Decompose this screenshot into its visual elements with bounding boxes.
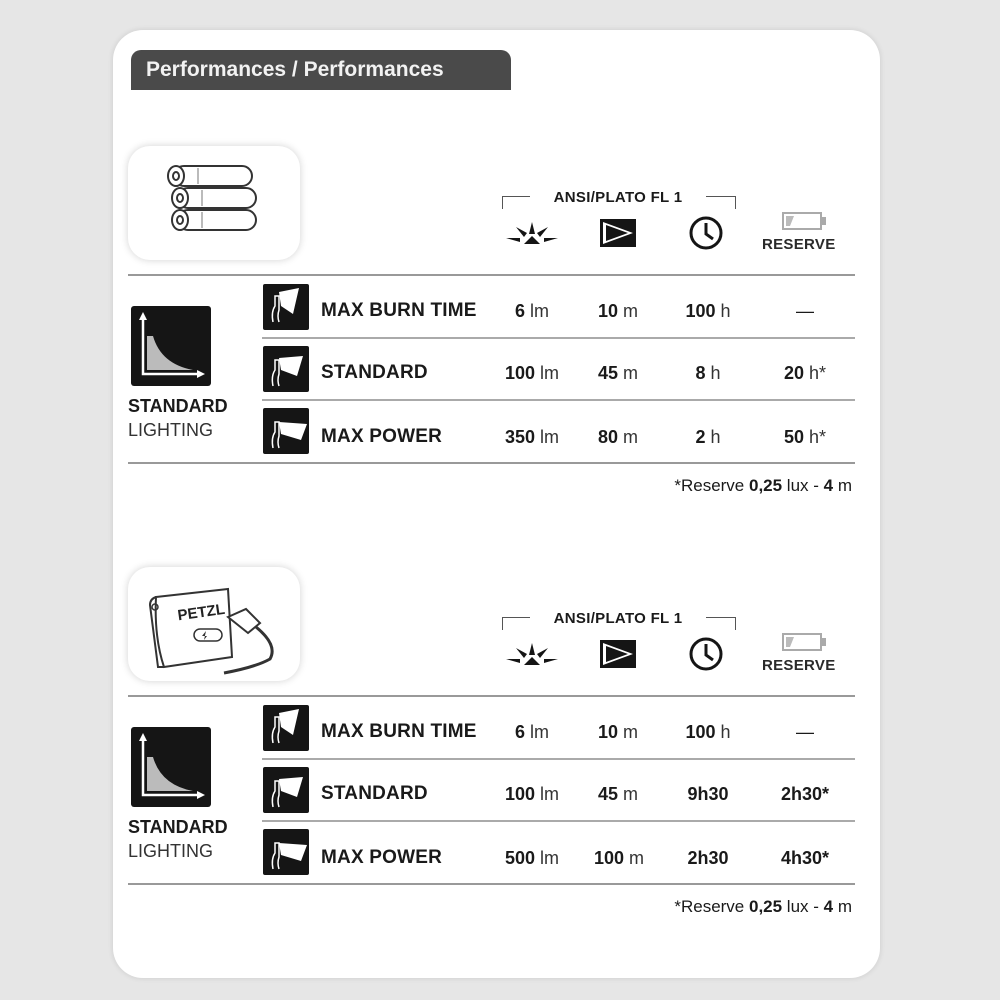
reserve-footnote: *Reserve 0,25 lux - 4 m — [674, 476, 852, 495]
reserve-cell: — — [796, 301, 814, 321]
ansi-label: ANSI/PLATO FL 1 — [530, 189, 706, 206]
headlamp-beam-icon — [263, 705, 309, 751]
headlamp-beam-icon — [263, 284, 309, 330]
section-core-battery — [0, 421, 1000, 916]
reserve-cell: — — [796, 722, 814, 742]
standard-lighting-icon — [131, 306, 211, 386]
section-aaa-battery — [0, 0, 1000, 495]
battery-reserve-icon — [782, 632, 828, 652]
lumens-cell: 100 lm — [504, 784, 560, 804]
distance-cell: 80 m — [597, 427, 639, 447]
distance-cell: 10 m — [597, 301, 639, 321]
table-top-rule — [128, 274, 855, 276]
reserve-label: RESERVE — [762, 657, 836, 674]
mode-title: STANDARD — [128, 817, 228, 837]
row-label: MAX BURN TIME — [321, 300, 477, 321]
distance-cell: 45 m — [597, 363, 639, 383]
burn-time-cell: 2h30 — [687, 848, 729, 868]
reserve-cell: 2h30* — [780, 784, 830, 804]
ansi-label: ANSI/PLATO FL 1 — [530, 610, 706, 627]
reserve-cell: 50 h* — [783, 427, 827, 447]
reserve-label: RESERVE — [762, 236, 836, 253]
row-label: STANDARD — [321, 783, 428, 804]
row-divider — [262, 758, 855, 760]
lumens-cell: 6 lm — [514, 722, 550, 742]
beam-distance-icon — [600, 640, 636, 668]
headlamp-beam-icon — [263, 346, 309, 392]
mode-subtitle: LIGHTING — [128, 420, 214, 440]
row-divider — [262, 399, 855, 401]
headlamp-beam-icon — [263, 829, 309, 875]
row-divider — [262, 337, 855, 339]
beam-distance-icon — [600, 219, 636, 247]
burn-time-cell: 9h30 — [687, 784, 729, 804]
row-label: MAX POWER — [321, 426, 443, 447]
lumens-cell: 350 lm — [504, 427, 560, 447]
row-label: STANDARD — [321, 362, 428, 383]
lumens-cell: 100 lm — [504, 363, 560, 383]
core-battery-image — [128, 567, 300, 681]
reserve-footnote: *Reserve 0,25 lux - 4 m — [674, 897, 852, 916]
mode-subtitle: LIGHTING — [128, 841, 214, 861]
clock-icon — [688, 636, 724, 672]
distance-cell: 45 m — [597, 784, 639, 804]
reserve-cell: 4h30* — [780, 848, 830, 868]
battery-reserve-icon — [782, 211, 828, 231]
mode-title: STANDARD — [128, 396, 228, 416]
page-title: Performances / Performances — [131, 50, 511, 90]
standard-lighting-icon — [131, 727, 211, 807]
brand-logo: PETZL — [176, 600, 226, 625]
aaa-batteries-image — [128, 146, 300, 260]
burn-time-cell: 2 h — [695, 427, 721, 447]
brightness-icon — [504, 637, 560, 669]
table-top-rule — [128, 695, 855, 697]
reserve-cell: 20 h* — [783, 363, 827, 383]
headlamp-beam-icon — [263, 767, 309, 813]
clock-icon — [688, 215, 724, 251]
burn-time-cell: 8 h — [695, 363, 721, 383]
distance-cell: 10 m — [597, 722, 639, 742]
burn-time-cell: 100 h — [685, 301, 731, 321]
lumens-cell: 6 lm — [514, 301, 550, 321]
distance-cell: 100 m — [593, 848, 645, 868]
table-bottom-rule — [128, 883, 855, 885]
brightness-icon — [504, 216, 560, 248]
row-label: MAX BURN TIME — [321, 721, 477, 742]
row-divider — [262, 820, 855, 822]
burn-time-cell: 100 h — [685, 722, 731, 742]
row-label: MAX POWER — [321, 847, 443, 868]
lumens-cell: 500 lm — [504, 848, 560, 868]
